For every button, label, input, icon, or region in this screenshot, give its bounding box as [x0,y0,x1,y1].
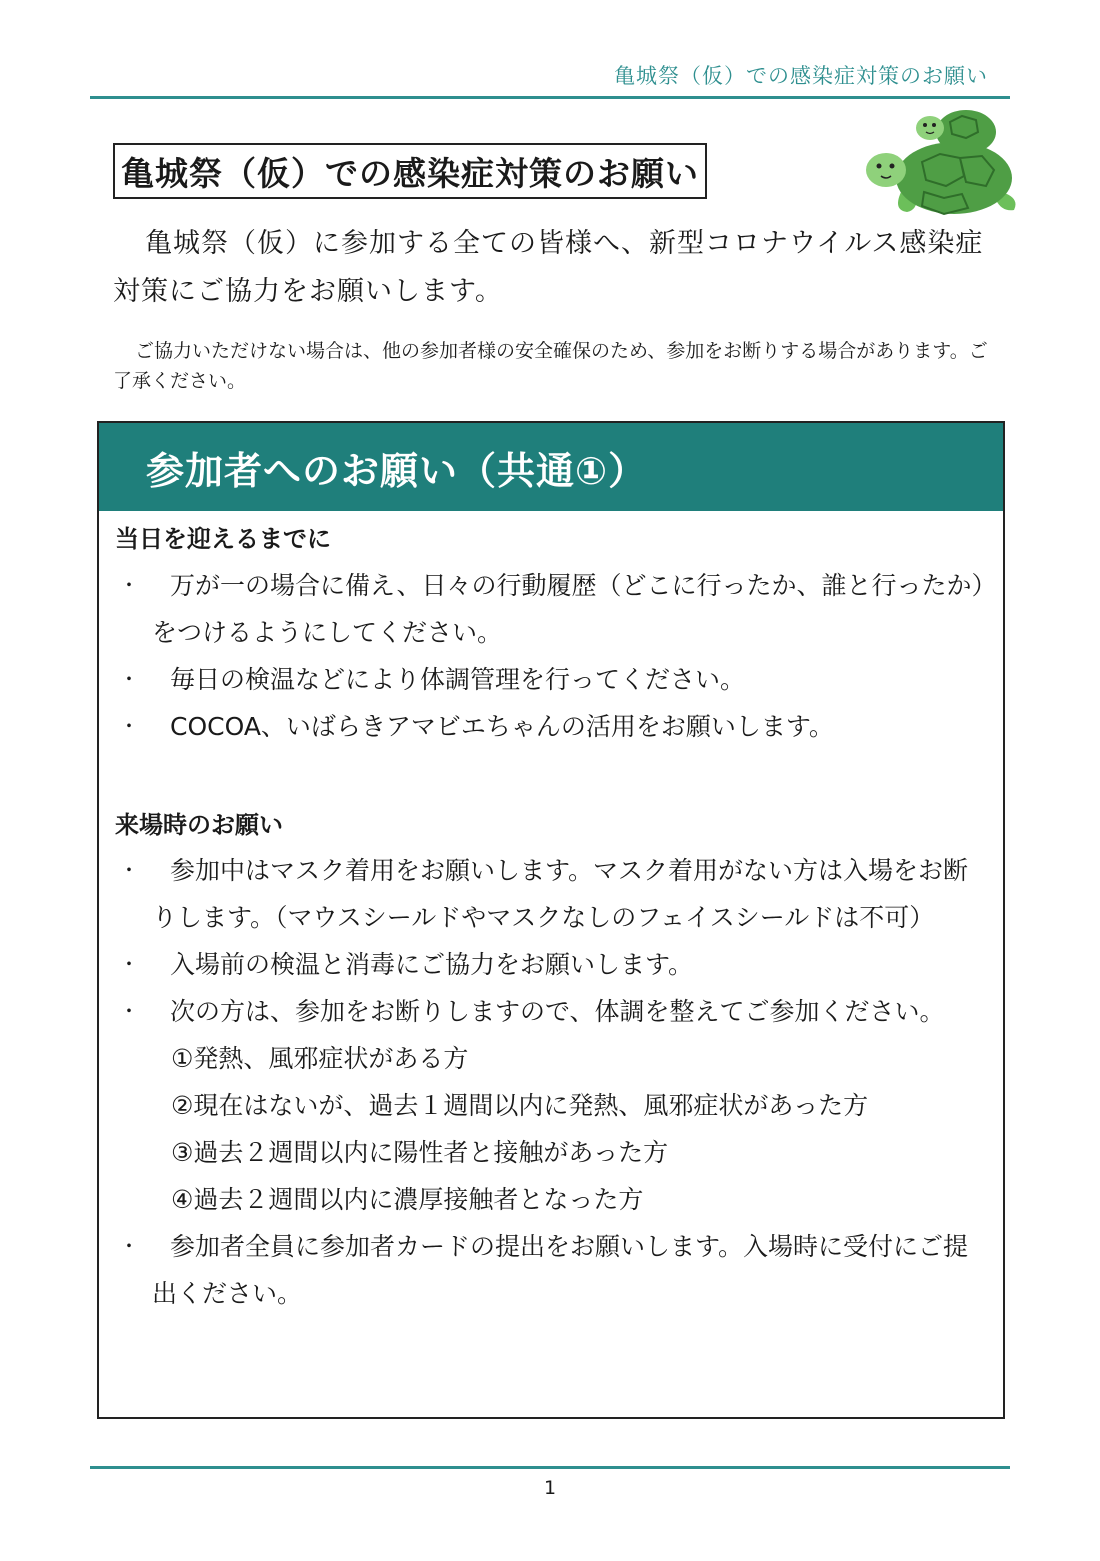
list-item: ・ 万が一の場合に備え、日々の行動履歴（どこに行ったか、誰と行ったか）をつけるようにしてください。 [119,562,989,656]
criteria-item: ①発熱、風邪症状がある方 [171,1044,469,1073]
bullet-icon: ・ [119,667,139,691]
arrival-list [119,847,989,1317]
intro-paragraph: 亀城祭（仮）に参加する全ての皆様へ、新型コロナウイルス感染症対策にご協力をお願いします。 [113,228,984,307]
requests-panel [97,421,1005,1419]
list-item: ・ 参加者全員に参加者カードの提出をお願いします。入場時に受付にご提出ください。 [119,1223,989,1317]
turtle-illustration [862,100,1022,220]
running-header: 亀城祭（仮）での感染症対策のお願い [614,64,988,88]
list-item: ・ 参加中はマスク着用をお願いします。マスク着用がない方は入場をお断りします。（マウスシールドやマスクなしのフェイスシールドは不可） [119,847,989,941]
bullet-icon: ・ [119,573,139,597]
section-title-before-day: 当日を迎えるまでに [115,525,331,553]
criteria-item: ②現在はないが、過去１週間以内に発熱、風邪症状があった方 [171,1091,869,1120]
panel-header-title: 参加者へのお願い（共通①） [146,448,648,493]
notice-paragraph: ご協力いただけない場合は、他の参加者様の安全確保のため、参加をお断りする場合があります。ご了承ください。 [113,340,988,392]
footer-rule [90,1466,1010,1469]
list-item: ・ 毎日の検温などにより体調管理を行ってください。 [119,656,989,703]
bullet-icon: ・ [119,999,139,1023]
bullet-icon: ・ [119,952,139,976]
page-number: 1 [543,1477,557,1499]
page-title: 亀城祭（仮）での感染症対策のお願い [113,143,707,199]
section-title-arrival: 来場時のお願い [115,811,283,839]
bullet-icon: ・ [119,1234,139,1258]
bullet-icon: ・ [119,714,139,738]
list-item: ・ 入場前の検温と消毒にご協力をお願いします。 [119,941,989,988]
bullet-icon: ・ [119,858,139,882]
list-item: ・ 次の方は、参加をお断りしますので、体調を整えてご参加ください。 ①発熱、風邪症状がある方 ②現在はないが、過去１週間以内に発熱、風邪症状があった方 ③過去２週間以内に陽性者と接触があった方 ④過去２週間以内に濃厚接触者となった方 [119,988,989,1223]
exclusion-criteria-list [152,1035,989,1223]
panel-header [99,423,1003,511]
criteria-item: ④過去２週間以内に濃厚接触者となった方 [171,1185,644,1214]
before-day-list [119,562,989,750]
criteria-item: ③過去２週間以内に陽性者と接触があった方 [171,1138,669,1167]
list-item: ・ COCOA、いばらきアマビエちゃんの活用をお願いします。 [119,703,989,750]
header-rule [90,96,1010,99]
